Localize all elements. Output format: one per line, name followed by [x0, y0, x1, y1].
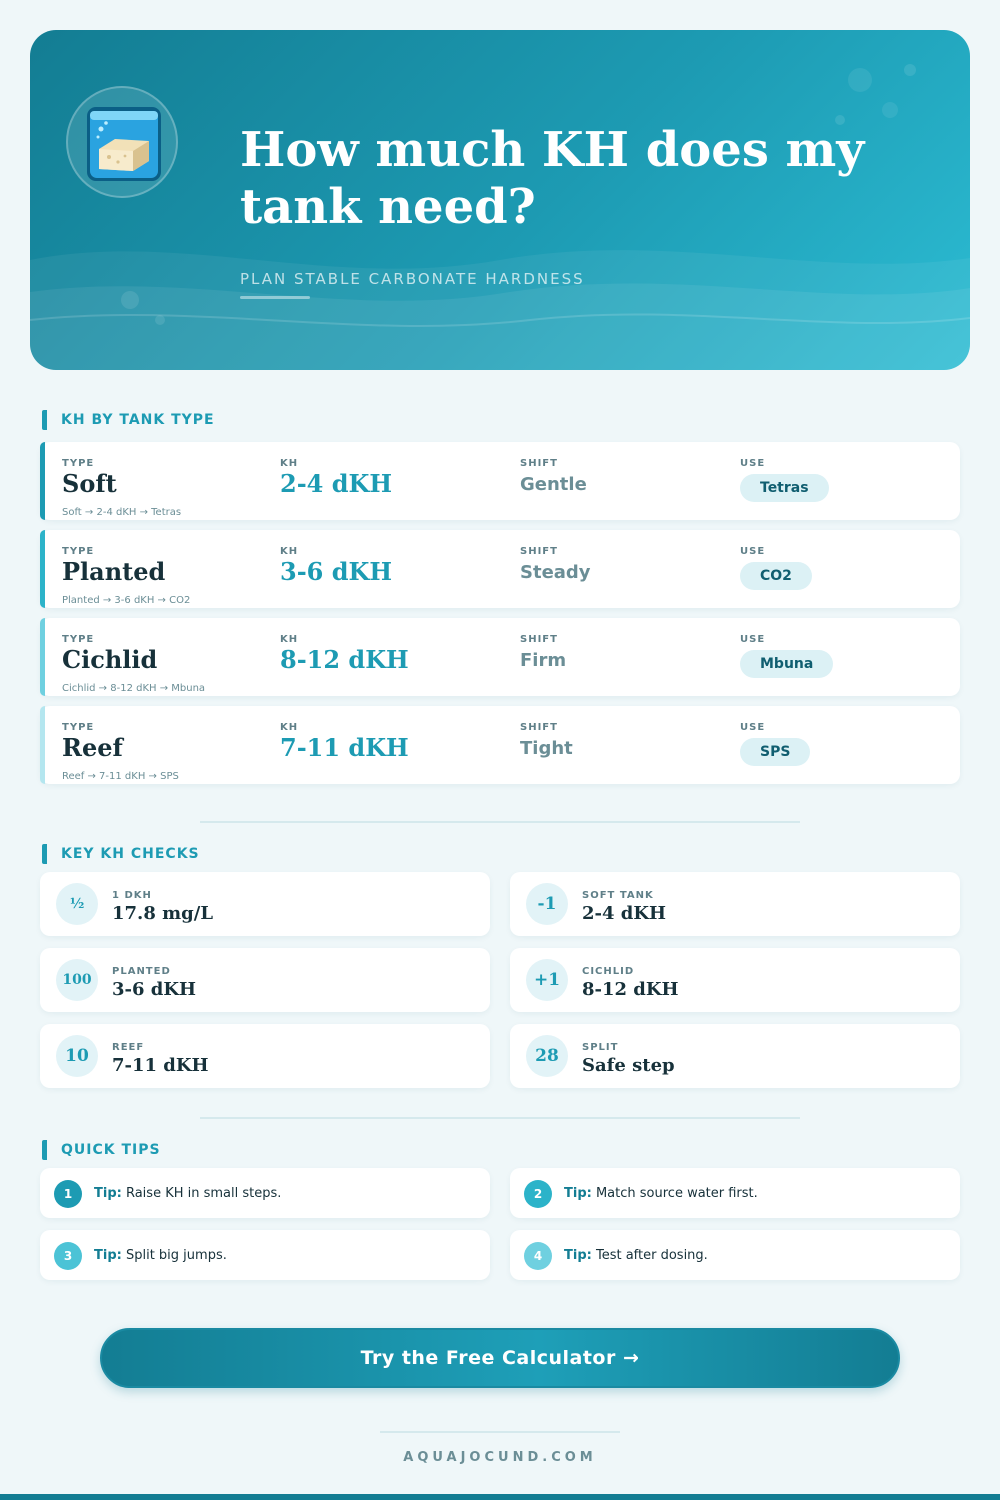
footer-divider	[380, 1431, 620, 1433]
tip-body: Raise KH in small steps.	[125, 1186, 282, 1201]
use-tag: Mbuna	[740, 650, 833, 678]
kh-column-label: KH	[280, 722, 299, 733]
kh-column-label: KH	[280, 634, 299, 645]
tip-body: Test after dosing.	[595, 1248, 708, 1263]
shift-column-label: SHIFT	[520, 634, 558, 645]
kh-range: 7-11 dKH	[280, 733, 409, 762]
check-card-soft-tank	[510, 872, 960, 936]
tank-type: Soft	[62, 469, 117, 498]
check-label: REEF	[112, 1042, 145, 1053]
shift-column-label: SHIFT	[520, 722, 558, 733]
row-summary-path: Reef → 7-11 dKH → SPS	[62, 771, 179, 782]
tip-prefix: Tip:	[564, 1248, 592, 1263]
check-badge: +1	[526, 959, 568, 1001]
tip-prefix: Tip:	[94, 1248, 122, 1263]
tank-row-cichlid	[40, 618, 960, 696]
tip-card	[510, 1168, 960, 1218]
check-value: 8-12 dKH	[582, 979, 679, 1000]
check-card-reef	[40, 1024, 490, 1088]
check-card-cichlid	[510, 948, 960, 1012]
page-subtitle: PLAN STABLE CARBONATE HARDNESS	[240, 270, 585, 288]
check-badge: 10	[56, 1035, 98, 1077]
shift-value: Steady	[520, 562, 591, 583]
row-summary-path: Soft → 2-4 dKH → Tetras	[62, 507, 182, 518]
tip-card	[510, 1230, 960, 1280]
row-accent-bar	[40, 706, 45, 784]
tip-body: Split big jumps.	[125, 1248, 227, 1263]
check-label: 1 DKH	[112, 890, 152, 901]
footer-site-link[interactable]: AQUAJOCUND.COM	[403, 1450, 597, 1465]
shift-value: Gentle	[520, 474, 587, 495]
tank-row-soft	[40, 442, 960, 520]
check-card-planted	[40, 948, 490, 1012]
kh-column-label: KH	[280, 546, 299, 557]
tip-number-badge: 1	[54, 1180, 82, 1208]
kh-range: 2-4 dKH	[280, 469, 393, 498]
tip-number-badge: 4	[524, 1242, 552, 1270]
use-column-label: USE	[740, 634, 766, 645]
section-divider	[200, 821, 800, 823]
subtitle-underline	[240, 296, 310, 299]
section-heading-quick-tips: QUICK TIPS	[42, 1140, 161, 1160]
tank-type: Cichlid	[62, 645, 158, 674]
type-column-label: TYPE	[62, 546, 95, 557]
tip-text	[94, 1248, 227, 1263]
tank-row-planted	[40, 530, 960, 608]
tank-type: Planted	[62, 557, 166, 586]
check-card-1-dkh	[40, 872, 490, 936]
shift-column-label: SHIFT	[520, 458, 558, 469]
use-tag: Tetras	[740, 474, 829, 502]
check-value: 17.8 mg/L	[112, 903, 213, 924]
check-value: Safe step	[582, 1055, 675, 1076]
aquarium-buffer-icon	[85, 105, 163, 183]
check-label: SPLIT	[582, 1042, 619, 1053]
tip-prefix: Tip:	[564, 1186, 592, 1201]
row-accent-bar	[40, 618, 45, 696]
tip-card	[40, 1168, 490, 1218]
check-value: 3-6 dKH	[112, 979, 197, 1000]
tip-body: Match source water first.	[595, 1186, 758, 1201]
tip-card	[40, 1230, 490, 1280]
use-column-label: USE	[740, 458, 766, 469]
tank-row-reef	[40, 706, 960, 784]
shift-column-label: SHIFT	[520, 546, 558, 557]
check-label: SOFT TANK	[582, 890, 654, 901]
tip-text	[564, 1186, 758, 1201]
kh-column-label: KH	[280, 458, 299, 469]
tip-text	[94, 1186, 281, 1201]
section-heading-key-checks: KEY KH CHECKS	[42, 844, 200, 864]
kh-range: 3-6 dKH	[280, 557, 393, 586]
free-calculator-button[interactable]: Try the Free Calculator →	[100, 1328, 900, 1388]
shift-value: Firm	[520, 650, 567, 671]
check-label: CICHLID	[582, 966, 635, 977]
check-badge: ½	[56, 883, 98, 925]
check-badge: -1	[526, 883, 568, 925]
tank-type: Reef	[62, 733, 123, 762]
row-accent-bar	[40, 442, 45, 520]
page-title: How much KH does my tank need?	[240, 122, 865, 235]
row-accent-bar	[40, 530, 45, 608]
hero-banner	[30, 30, 970, 370]
row-summary-path: Planted → 3-6 dKH → CO2	[62, 595, 191, 606]
check-badge: 28	[526, 1035, 568, 1077]
kh-range: 8-12 dKH	[280, 645, 409, 674]
tip-number-badge: 3	[54, 1242, 82, 1270]
tip-number-badge: 2	[524, 1180, 552, 1208]
type-column-label: TYPE	[62, 458, 95, 469]
tip-prefix: Tip:	[94, 1186, 122, 1201]
check-value: 7-11 dKH	[112, 1055, 209, 1076]
check-badge: 100	[56, 959, 98, 1001]
logo-badge	[66, 86, 178, 198]
use-tag: SPS	[740, 738, 810, 766]
type-column-label: TYPE	[62, 722, 95, 733]
check-label: PLANTED	[112, 966, 171, 977]
bottom-accent-bar	[0, 1494, 1000, 1500]
section-divider	[200, 1117, 800, 1119]
use-tag: CO2	[740, 562, 812, 590]
use-column-label: USE	[740, 722, 766, 733]
shift-value: Tight	[520, 738, 573, 759]
type-column-label: TYPE	[62, 634, 95, 645]
row-summary-path: Cichlid → 8-12 dKH → Mbuna	[62, 683, 206, 694]
use-column-label: USE	[740, 546, 766, 557]
tip-text	[564, 1248, 708, 1263]
section-heading-tank-types: KH BY TANK TYPE	[42, 410, 215, 430]
check-card-split	[510, 1024, 960, 1088]
check-value: 2-4 dKH	[582, 903, 667, 924]
